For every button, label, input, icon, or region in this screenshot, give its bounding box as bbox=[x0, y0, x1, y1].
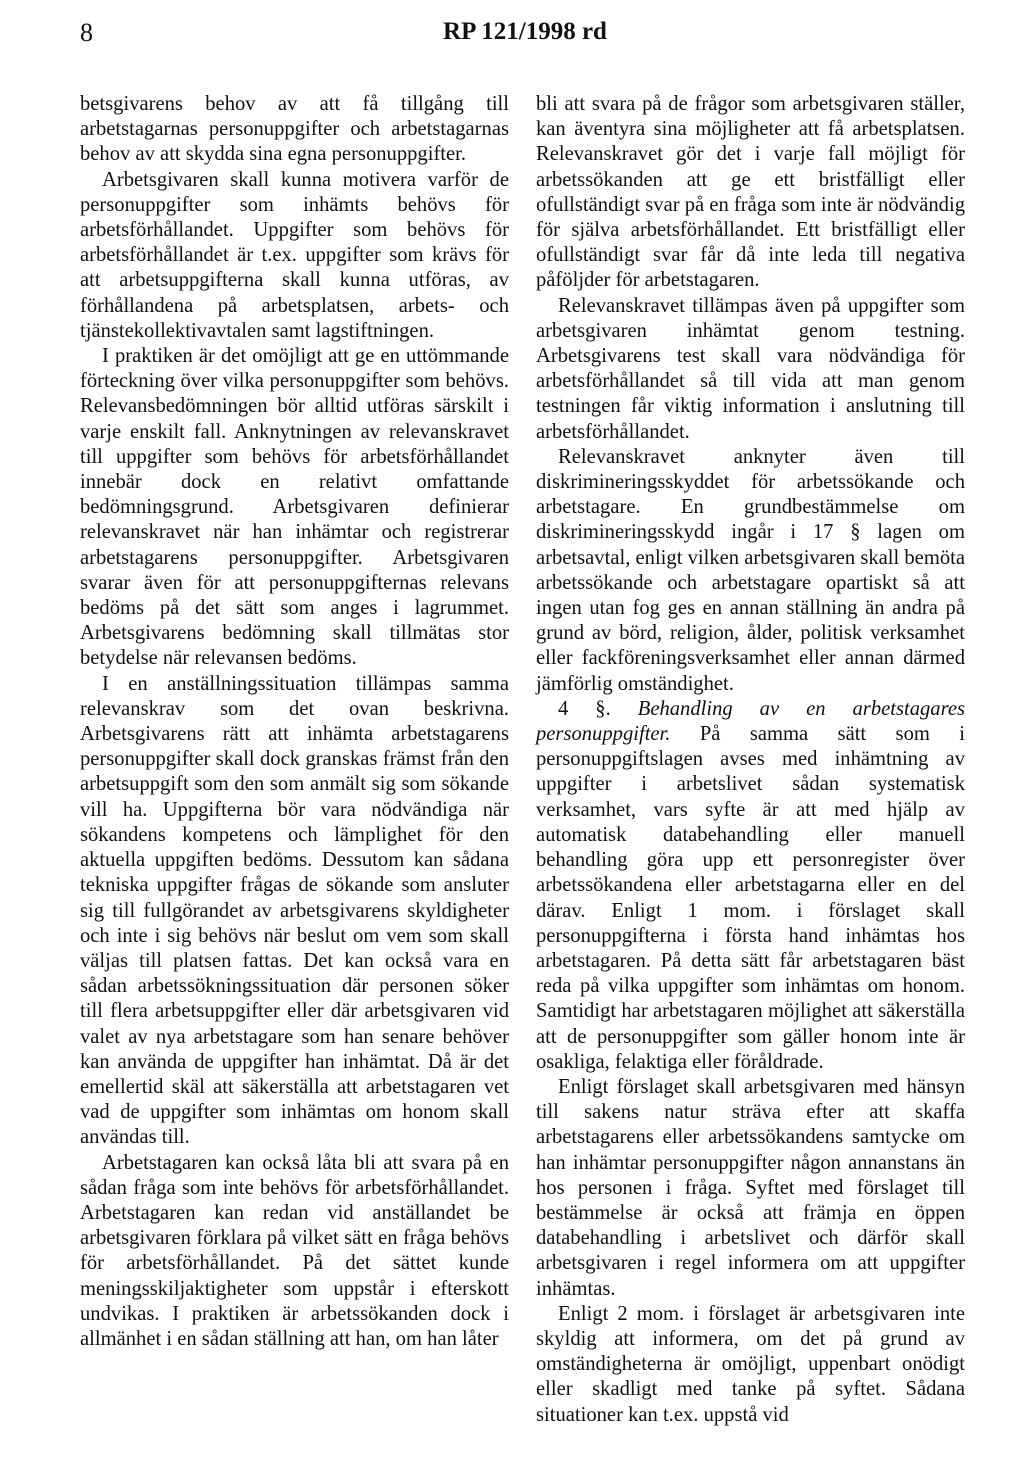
paragraph: Relevanskravet anknyter även till diskrimineringsskyddet för arbetssökande och arbetstagare. En grundbestämmelse om diskrimineringsskydd ingår i 17 § lagen om arbetsavtal, enligt vilken arbetsgivaren skall bemöta arbetssökande och arbetstagare opartiskt så att ingen utan fog ges en annan ställning än andra på grund av börd, religion, ålder, politisk verksamhet eller fackföreningsverksamhet eller annan därmed jämförlig omständighet. bbox=[536, 445, 965, 695]
paragraph: bli att svara på de frågor som arbetsgivaren ställer, kan äventyra sina möjligheter att få arbetsplatsen. Relevanskravet gör det i varje fall möjligt för arbetssökanden att ge ett bristfälligt eller ofullständigt svar på en fråga som inte är nödvändig för själva arbetsförhållandet. Ett bristfälligt eller ofullständigt svar får då inte leda till negativa påföljder för arbetstagaren. bbox=[536, 93, 965, 292]
page-header bbox=[80, 18, 970, 52]
paragraph: I praktiken är det omöjligt att ge en uttömmande förteckning över vilka personuppgifter som behövs. Relevansbedömningen bör alltid utföras särskilt i varje enskilt fall. Anknytningen av relevanskravet till uppgifter som behövs för arbetsförhållandet innebär dock en relativt omfattande bedömningsgrund. Arbetsgivaren definierar relevanskravet när han inhämtar och registrerar arbetstagarens personuppgifter. Arbetsgivaren svarar även för att personuppgifternas relevans bedöms på det sätt som anges i lagrummet. Arbetsgivarens bedömning skall tillmätas stor betydelse när relevansen bedöms. bbox=[80, 345, 509, 670]
paragraph: Enligt förslaget skall arbetsgivaren med hänsyn till sakens natur sträva efter att skaffa arbetstagarens eller arbetssökandens samtycke om han inhämtar personuppgifter någon annanstans än hos personen i fråga. Syftet med förslaget till bestämmelse är också att främja en öppen databehandling i arbetslivet och därför skall arbetsgivaren i regel informera om att uppgifter inhämtas. bbox=[536, 1075, 965, 1300]
section-number: 4 §. bbox=[558, 697, 611, 720]
paragraph: betsgivarens behov av att få tillgång till arbetstagarnas personuppgifter och arbetstagarnas behov av att skydda sina egna personuppgifter. bbox=[80, 93, 509, 166]
paragraph: Arbetstagaren kan också låta bli att svara på en sådan fråga som inte behövs för arbetsförhållandet. Arbetstagaren kan redan vid anställandet be arbetsgivaren förklara på vilket sätt en fråga behövs för arbetsförhållandet. På det sättet kunde meningsskiljaktigheter som uppstår i efterskott undvikas. I praktiken är arbetssökanden dock i allmänhet i en sådan ställning att han, om han låter bbox=[80, 1151, 509, 1350]
section-heading: Behandling av en arbetstagares personuppgifter. bbox=[536, 697, 966, 746]
left-column bbox=[80, 92, 509, 1352]
paragraph: Relevanskravet tillämpas även på uppgifter som arbetsgivaren inhämtat genom testning. Arbetsgivarens test skall vara nödvändiga för arbetsförhållandet så till vida att man genom testningen får viktig information i anslutning till arbetsförhållandet. bbox=[536, 294, 965, 443]
paragraph: Arbetsgivaren skall kunna motivera varför de personuppgifter som inhämts behövs för arbetsförhållandet. Uppgifter som behövs för arbetsförhållandet är t.ex. uppgifter som krävs för att arbetsuppgifterna skall kunna utföras, av förhållandena på arbetsplatsen, arbets- och tjänstekollektivavtalen samt lagstiftningen. bbox=[80, 168, 509, 342]
paragraph: I en anställningssituation tillämpas samma relevanskrav som det ovan beskrivna. Arbetsgivarens rätt att inhämta arbetstagarens personuppgifter skall dock granskas främst från den arbetsuppgift som den som anmält sig som sökande vill ha. Uppgifterna bör vara nödvändiga när sökandens kompetens och lämplighet för den aktuella uppgiften bedöms. Dessutom kan sådana tekniska uppgifter frågas de sökande som ansluter sig till fullgörandet av arbetsgivarens skyldigheter och inte i sig behövs när beslut om vem som skall väljas till platsen fattas. Det kan också vara en sådan arbetssökningssituation där personen söker till flera arbetsuppgifter eller där arbetsgivaren vid valet av nya arbetstagare som han senare behöver kan använda de uppgifter han inhämtat. Då är det emellertid skäl att säkerställa att arbetstagaren vet vad de uppgifter som inhämtas om honom skall användas till. bbox=[80, 672, 509, 1149]
right-column bbox=[536, 92, 965, 1428]
section-text: På samma sätt som i personuppgiftslagen avses med inhämtning av uppgifter i arbetslivet sådan systematisk verksamhet, vars syfte är att med hjälp av automatisk databehandling eller manuell behandling göra upp ett personregister över arbetssökandena eller arbetstagarna eller en del därav. Enligt 1 mom. i förslaget skall personuppgifterna i första hand inhämtas hos arbetstagaren. På detta sätt får arbetstagaren bäst reda på vilka uppgifter som inhämtas om honom. Samtidigt har arbetstagaren möjlighet att säkerställa att de personuppgifter som gäller honom inte är osakliga, felaktiga eller föråldrade. bbox=[536, 723, 966, 1073]
section-paragraph bbox=[536, 697, 965, 1075]
running-head: RP 121/1998 rd bbox=[443, 18, 607, 45]
paragraph: Enligt 2 mom. i förslaget är arbetsgivaren inte skyldig att informera, om det på grund av omständigheterna är omöjligt, uppenbart onödigt eller skadligt med tanke på syftet. Sådana situationer kan t.ex. uppstå vid bbox=[536, 1302, 965, 1426]
page-number: 8 bbox=[80, 18, 93, 47]
